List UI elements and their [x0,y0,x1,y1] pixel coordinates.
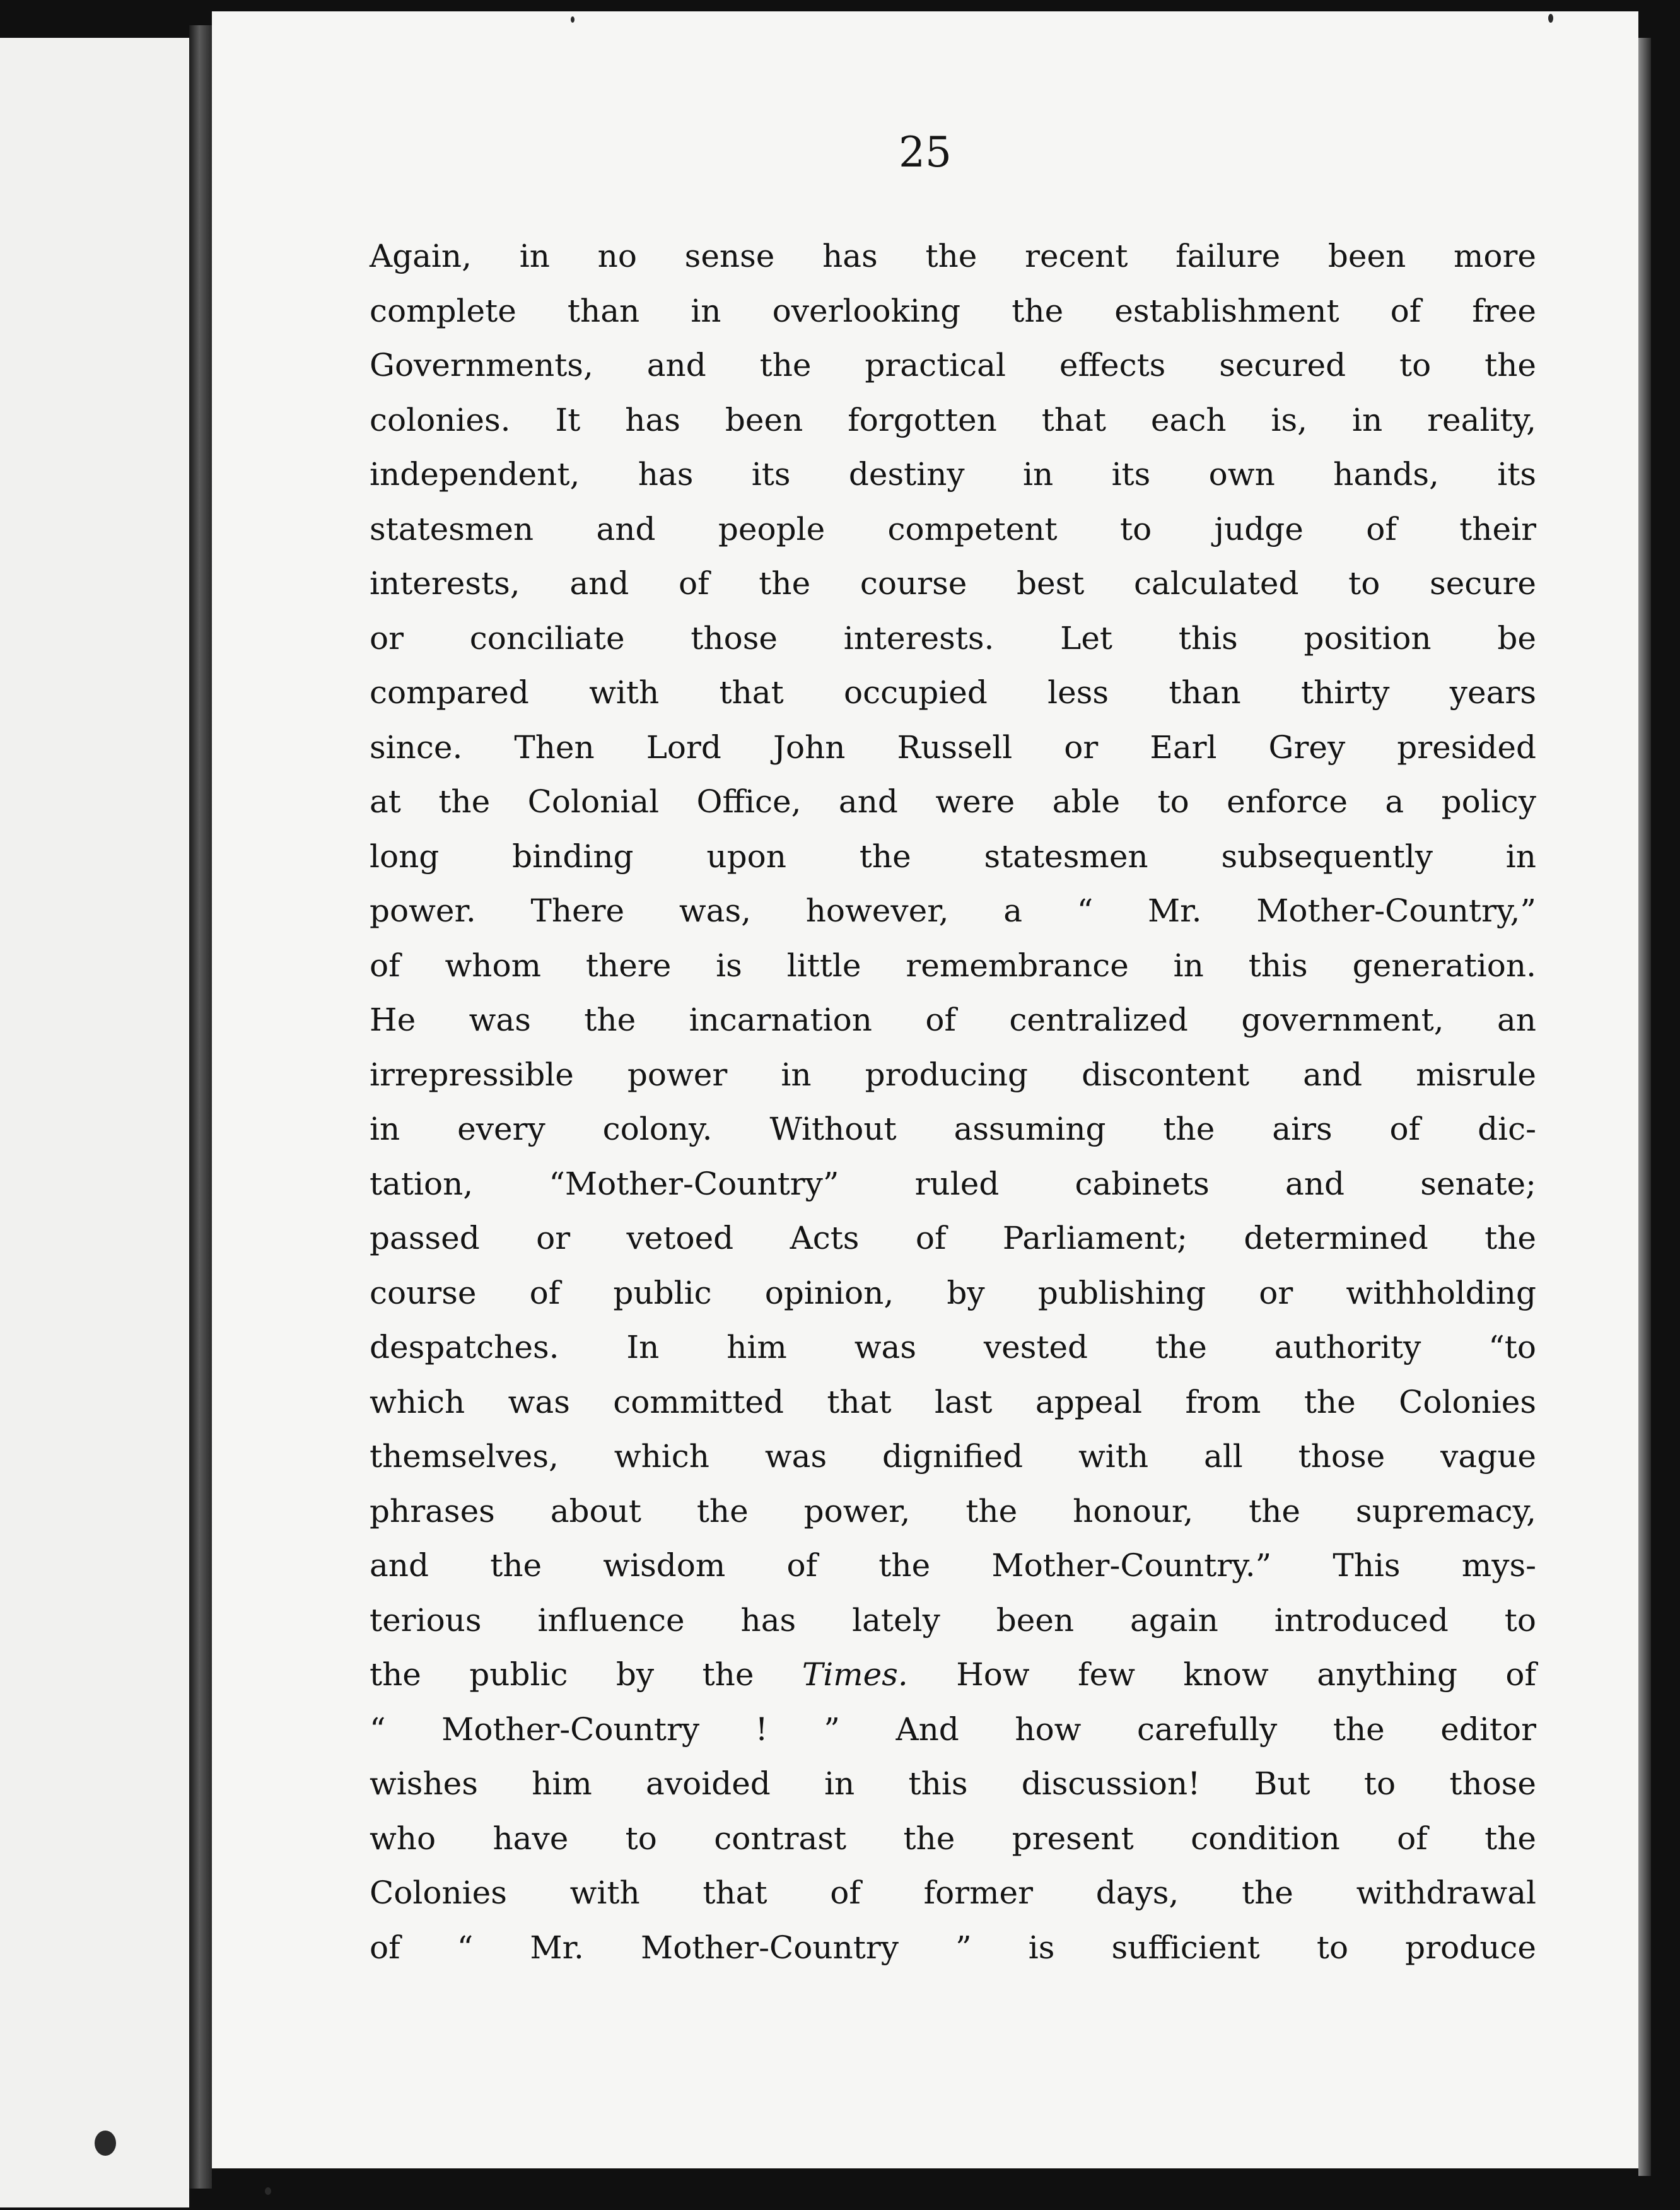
text-line: “ Mother-Country ! ” And how carefully the editor [370,1710,1536,1748]
text-line: statesmen and people competent to judge of their [370,510,1536,547]
text-line: colonies. It has been forgotten that each is, in reality, [370,401,1536,438]
text-line: long binding upon the statesmen subsequently in [370,838,1536,875]
text-line: course of public opinion, by publishing or withholding [370,1274,1536,1311]
text-line: since. Then Lord John Russell or Earl Grey presided [370,728,1536,766]
text-line: who have to contrast the present condition of the [370,1820,1536,1857]
text-line: Again, in no sense has the recent failure been more [370,238,1536,274]
text-line-with-italic [370,1647,1536,1702]
text-line: tation, “Mother-Country” ruled cabinets and senate; [370,1165,1536,1202]
page-number: 25 [899,128,952,177]
body-text [370,229,1536,1975]
text-line: independent, has its destiny in its own hands, its [370,456,1536,493]
text-line: compared with that occupied less than thirty years [370,674,1536,711]
book-page [212,11,1638,2168]
text-line: complete than in overlooking the establishment of free [370,292,1536,329]
previous-page-edge [0,38,189,2207]
text-line: Colonies with that of former days, the withdrawal [370,1874,1536,1911]
dust-speck [95,2131,116,2156]
text-line: and the wisdom of the Mother-Country.” This mys- [370,1547,1536,1584]
text-line: themselves, which was dignified with all those vague [370,1438,1536,1475]
text-line: which was committed that last appeal from the Colonies [370,1383,1536,1420]
book-gutter [189,25,212,2189]
text-segment: How few know anything of [907,1656,1536,1693]
text-line: irrepressible power in producing discontent and misrule [370,1056,1536,1093]
text-line: terious influence has lately been again introduced to [370,1601,1536,1639]
text-line: wishes him avoided in this discussion! But to those [370,1765,1536,1802]
text-line: of “ Mr. Mother-Country ” is sufficient to produce [370,1929,1536,1966]
text-line: at the Colonial Office, and were able to enforce a policy [370,783,1536,820]
text-line: interests, and of the course best calculated to secure [370,565,1536,602]
text-line: in every colony. Without assuming the airs of dic- [370,1111,1536,1147]
dust-speck [1548,14,1553,23]
page-right-edge [1638,38,1651,2176]
text-line: power. There was, however, a “ Mr. Mother-Country,” [370,892,1536,929]
text-line: Governments, and the practical effects secured to the [370,347,1536,383]
text-segment: the public by the [370,1656,802,1693]
text-line: or conciliate those interests. Let this position be [370,619,1536,657]
dust-speck [265,2187,271,2195]
text-line: of whom there is little remembrance in this generation. [370,947,1536,984]
dust-speck [571,16,575,23]
text-line: He was the incarnation of centralized government, an [370,1002,1536,1038]
italic-title: Times. [802,1656,908,1693]
text-line: despatches. In him was vested the authority “to [370,1329,1536,1365]
text-line: passed or vetoed Acts of Parliament; determined the [370,1220,1536,1256]
text-line: phrases about the power, the honour, the supremacy, [370,1492,1536,1529]
